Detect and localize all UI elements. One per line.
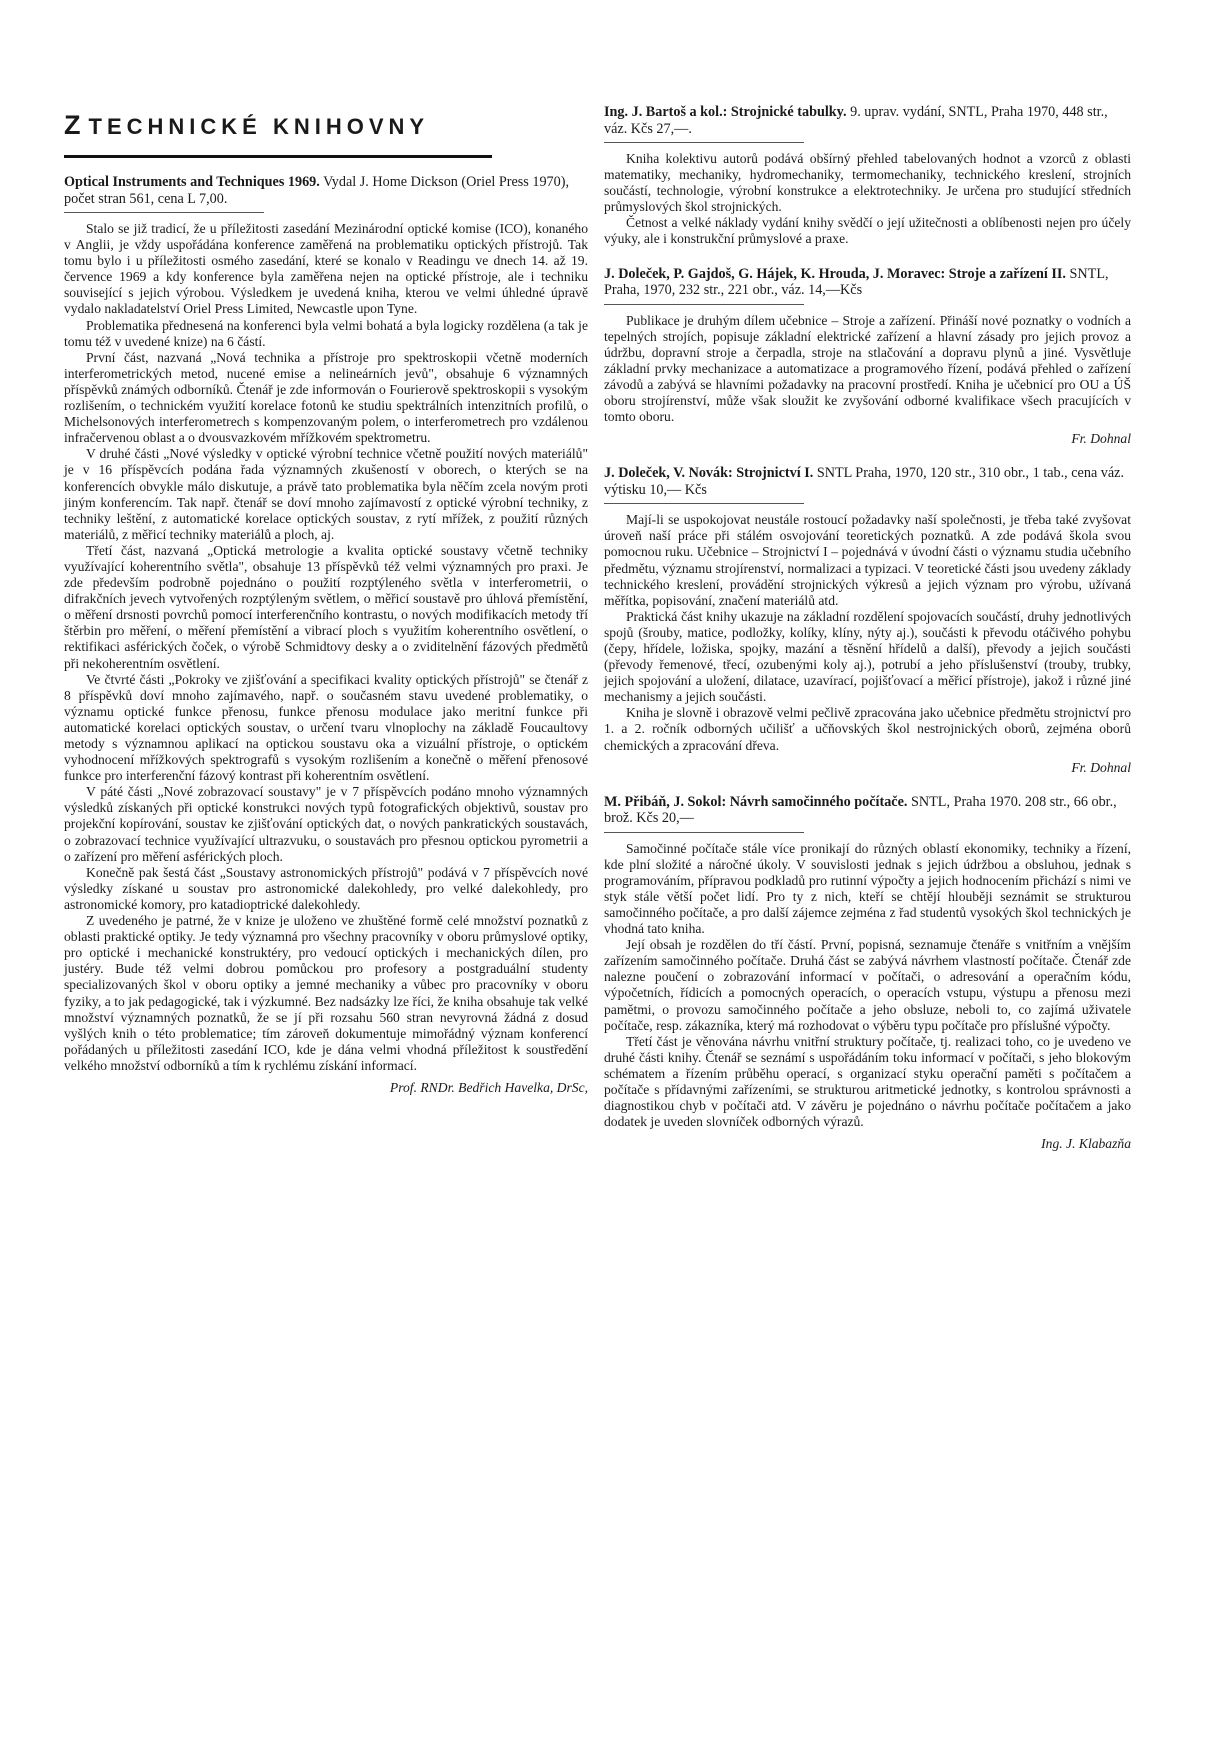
- review-body: [64, 221, 588, 1074]
- review-heading: [604, 266, 1131, 299]
- paragraph: Třetí část je věnována návrhu vnitřní struktury počítače, tj. realizaci toho, co je uvedeno ve druhé části knihy. Čtenář se seznámí s uspořádáním toku informací v počítači, s jeho blokovým schématem a řízením průběhu operací, s organizací styku operační paměti s počítačem a počítače s přídavnými zařízeními, se strukturou aritmetické jednotky, s kontrolou správnosti a diagnostikou chyb v počítači atd. V závěru je pojednáno o návrhu počítače počítačem a jako dodatek je uveden slovníček odborných výrazů.: [604, 1033, 1131, 1130]
- paragraph: Z uvedeného je patrné, že v knize je uloženo ve zhuštěné formě celé množství poznatků z oblasti praktické optiky. Je tedy významná pro všechny pracovníky v oboru průmyslové optiky, pro optické i mechanické konstruktéry, pro vedoucí optických i mechanických dílen, pro justéry. Bude též velmi dobrou pomůckou pro profesory a postgraduální studenty specializovaných škol v oboru optiky a jemné mechaniky a vůbec pro pracovníky v oboru fyziky, a to jak pedagogické, tak i výzkumné. Bez nadsázky lze říci, že kniha obsahuje tak velké množství významných poznatků, že se jí při rozsahu 560 stran nevyrovná žádná z dosud vyšlých knih o této problematice; tím zároveň dokumentuje mimořádný význam konferencí pořádaných u příležitosti zasedání ICO, kde je dána velmi vhodná příležitost k soustředění velkého množství odborníků a tím k rychlému získání informací.: [64, 913, 588, 1073]
- heading-rule: [604, 503, 804, 504]
- heading-rule: [604, 142, 804, 143]
- review-heading: [64, 174, 588, 207]
- review-body: [604, 512, 1131, 753]
- review-heading-title: Ing. J. Bartoš a kol.: Strojnické tabulky.: [604, 104, 847, 120]
- paragraph: Konečně pak šestá část „Soustavy astronomických přístrojů" podává v 7 příspěvcích nové výsledky získané u soustav pro astronomické dalekohledy, pro velké dalekohledy, pro astronomické komory, pro katadioptrické dalekohledy.: [64, 864, 588, 912]
- review-signature: Ing. J. Klabazňa: [1041, 1136, 1131, 1152]
- review-body: [604, 151, 1131, 248]
- right-column: [604, 104, 1131, 1152]
- review-heading-title: Optical Instruments and Techniques 1969.: [64, 174, 320, 190]
- section-title: [64, 110, 588, 141]
- review-heading: [604, 794, 1131, 827]
- paragraph: Praktická část knihy ukazuje na základní rozdělení spojovacích součástí, druhy jednotlivých spojů (šrouby, matice, podložky, kolíky, klíny, nýty aj.), součásti k převodu otáčivého pohybu (čepy, hřídele, ložiska, spojky, mazání a těsnění hřídelů a další), převody a jejich součásti (převody řemenové, třecí, ozubenými koly aj.), potrubí a jeho příslušenství (trouby, trubky, jejich spojování a uložení, dilatace, uzavírací, pojišťovací a měřicí přístroje), jakož i různé jiné mechanismy a jejich součásti.: [604, 608, 1131, 705]
- paragraph: Četnost a velké náklady vydání knihy svědčí o její užitečnosti a oblíbenosti nejen pro účely výuky, ale i konstrukční průmyslové a praxe.: [604, 215, 1131, 247]
- heading-rule: [604, 832, 804, 833]
- heading-rule: [604, 304, 804, 305]
- review-body: [604, 313, 1131, 426]
- left-column: [64, 104, 588, 1096]
- review-heading-details: SNTL, Praha, 1970, 232 str., 221 obr., váz. 14,—Kčs: [604, 265, 1109, 299]
- review-dolecek-stroje: [604, 266, 1131, 448]
- paragraph: Kniha kolektivu autorů podává obšírný přehled tabelovaných hodnot a vzorců z oblasti matematiky, mechaniky, hydromechaniky, termomechaniky, technického kreslení, strojních součástí, technologie, výrobní konstrukce a elektrotechniky. Je určena pro studující středních průmyslových škol strojnických.: [604, 151, 1131, 215]
- review-bartos: [604, 104, 1131, 248]
- review-body: [604, 841, 1131, 1131]
- review-signature: Fr. Dohnal: [1071, 759, 1131, 775]
- review-signature: Fr. Dohnal: [1071, 431, 1131, 447]
- review-heading: [604, 465, 1131, 498]
- paragraph: Ve čtvrté části „Pokroky ve zjišťování a specifikaci kvality optických přístrojů" se čtenář z 8 příspěvků doví mnoho zajímavého, např. o současném stavu uvedené problematiky, o významu optické funkce přenosu, funkce přenosu modulace jako meritní funkce při automatické korelaci optických soustav, o určení tvaru vlnoplochy na základě Foucaultovy metody s významnou aplikací na optickou soustavu oka a vizuální přístroje, o optickém vyhodnocení mřížkových spektrografů s vysokým rozlišením a konečně o měření přenosové funkce pro interferenční fázový kontrast při koherentním osvětlení.: [64, 671, 588, 784]
- paragraph: Samočinné počítače stále více pronikají do různých oblastí ekonomiky, techniky a řízení, kde plní složité a náročné úkoly. V souvislosti jednak s jejich údržbou a obsluhou, jednak s programováním, přípravou podkladů pro rutinní výpočty a jejich hodnocením přichází s nimi ve styk stále větší počet lidí. Pro ty z nich, kteří se chtějí hlouběji seznámit se strukturou samočinného počítače, a pro další zájemce zejména z řad studentů vysokých škol technických je vhodná tato kniha.: [604, 840, 1131, 937]
- review-heading: [604, 104, 1131, 137]
- paragraph: Třetí část, nazvaná „Optická metrologie a kvalita optické soustavy včetně techniky využívající koherentního světla", obsahuje 13 příspěvků též velmi významných pro praxi. Je zde především podrobně pojednáno o použití rozptýleného světla v interferometrii, o difrakčních jevech vytvořených rozptýleným světlem, o měřicí soustavě pro úhlová přemístění, o měření drsnosti povrchů pomocí interferenčního kontrastu, o nových modifikacích metody tří štěrbin pro měření, o měření přemístění a vibrací ploch s využitím koherentního osvětlení, o rektifikaci asférických čoček, o výrobě Schmidtovy desky a o zviditelnění fázových předmětů při nekoherentním osvětlení.: [64, 542, 588, 671]
- paragraph: Mají-li se uspokojovat neustále rostoucí požadavky naší společnosti, je třeba také zvyšovat úroveň naší práce při stálém osvojování teoretických poznatků. A zde podává škola svou pomocnou ruku. Učebnice – Strojnictví I – pojednává v úvodní části o významu studia učebního předmětu, významu strojírenství, normalizaci a typizaci. V teoretické části jsou uvedeny základy technického kreslení, provádění strojnických výkresů a jejich význam pro výrobu, užívaná měřítka, popisování, značení materiálů atd.: [604, 512, 1131, 608]
- paragraph: Stalo se již tradicí, že u příležitosti zasedání Mezinárodní optické komise (ICO), konaného v Anglii, je vždy uspořádána konference zaměřená na problematiku optických přístrojů. Tak tomu bylo i u příležitosti osmého zasedání, které se konalo v Readingu ve dnech 14. až 19. července 1969 a kdy konference byla zaměřena nejen na optické přístroje, ale i techniku související s jejich výrobou. Výsledkem je uvedená kniha, kterou ve velmi úhledné úpravě vydalo nakladatelství Oriel Press Limited, Newcastle upon Tyne.: [64, 221, 588, 317]
- section-title-text: TECHNICKÉ KNIHOVNY: [88, 114, 430, 139]
- paragraph: V druhé části „Nové výsledky v optické výrobní technice včetně použití nových materiálů" je v 16 příspěvcích podána řada významných zkušeností v oborech, o kterých se na konferencích obvykle málo diskutuje, a právě tato problematika byla něčím zcela novým proti jiným konferencím. Tak např. čtenář se doví mnoho zajímavostí z optické výrobní techniky, z techniky leštění, z automatické korelace optických soustav, z rytí mřížek, z použití různých materiálů, z měřicí techniky materiálů a ploch, aj.: [64, 446, 588, 542]
- review-heading-title: J. Doleček, P. Gajdoš, G. Hájek, K. Hrouda, J. Moravec: Stroje a zařízení II.: [604, 265, 1066, 282]
- heading-rule: [64, 212, 264, 213]
- review-dolecek-strojnictvi: [604, 465, 1131, 775]
- review-heading-details: SNTL Praha, 1970, 120 str., 310 obr., 1 tab., cena váz. výtisku 10,— Kčs: [604, 465, 1125, 498]
- paragraph: Její obsah je rozdělen do tří částí. První, popisná, seznamuje čtenáře s vnitřním a vnějším zařízením samočinného počítače. Druhá část se zabývá návrhem vlastností počítače. Čtenář zde nalezne poučení o zobrazování informací v počítači, o adresování a operačním kódu, výpočetních, řídicích a pomocných operacích, o operacích vstupu, výstupu a přenosu mezi pamětmi, o provozu samočinného počítače a jeho obsluze, neboli to, co zajímá uživatele počítače, resp. zákazníka, který má rozhodovat o výběru typu počítače pro příslušné výpočty.: [604, 937, 1131, 1033]
- review-heading-details: 9. uprav. vydání, SNTL, Praha 1970, 448 str., váz. Kčs 27,—.: [604, 104, 1108, 137]
- review-heading-title: J. Doleček, V. Novák: Strojnictví I.: [604, 465, 814, 482]
- section-title-initial: Z: [64, 110, 83, 140]
- review-heading-details: SNTL, Praha 1970. 208 str., 66 obr., brož. Kčs 20,—: [604, 793, 1117, 827]
- review-heading-title: M. Přibáň, J. Sokol: Návrh samočinného počítače.: [604, 793, 908, 810]
- paragraph: V páté části „Nové zobrazovací soustavy" je v 7 příspěvcích podáno mnoho významných výsledků získaných při optické konstrukci nových typů fotografických objektivů, soustav pro projekční kopírování, soustav ke zjišťování optických dat, o nových pankratických soustavách, o zobrazovací technice využívající ultrazvuku, o soustavách pro přesnou optickou pyrometrii a o zařízení pro měření asférických ploch.: [64, 784, 588, 864]
- paragraph: Problematika přednesená na konferenci byla velmi bohatá a byla logicky rozdělena (a tak je tomu též v uvedené knize) na 6 částí.: [64, 317, 588, 349]
- paragraph: První část, nazvaná „Nová technika a přístroje pro spektroskopii včetně moderních interferometrických metod, nucené emise a nelineárních jevů", obsahuje 6 významných příspěvků známých odborníků. Čtenář je zde informován o Fourierově spektroskopii s vysokým rozlišením, o technickém využití korelace fotonů ke studiu spektrálních intenzitních profilů, o Michelsonových interferometrech s kompenzovaným polem, o interferometrech pro vzdálenou infračervenou oblast a o dvousvazkovém mřížkovém spektrometru.: [64, 349, 588, 446]
- paragraph: Publikace je druhým dílem učebnice – Stroje a zařízení. Přináší nové poznatky o vodních a tepelných strojích, popisuje základní elektrické zařízení a hlavní zásady pro jejich provoz a údržbu, dopravní stroje a čerpadla, stroje na stlačování a dopravu plynů a jiné. Vysvětluje základní prvky mechanizace a automatizace a programového řízení, podává přehled o zařízení závodů a zabývá se hlavními požadavky na pracovní prostředí. Kniha je učebnicí pro OU a ÚŠ oboru strojírenství, může však sloužit ke zvyšování odborné kvalifikace všech pracujících v tomto oboru.: [604, 312, 1131, 425]
- review-heading-details: Vydal J. Home Dickson (Oriel Press 1970), počet stran 561, cena L 7,00.: [64, 174, 570, 207]
- review-priban: [604, 794, 1131, 1153]
- paragraph: Kniha je slovně i obrazově velmi pečlivě zpracována jako učebnice předmětu strojnictví pro 1. a 2. ročník odborných učilišť a učňovských škol nestrojnických oborů, zejména oborů chemických a zpracování dřeva.: [604, 705, 1131, 753]
- review-signature: Prof. RNDr. Bedřich Havelka, DrSc,: [389, 1079, 588, 1095]
